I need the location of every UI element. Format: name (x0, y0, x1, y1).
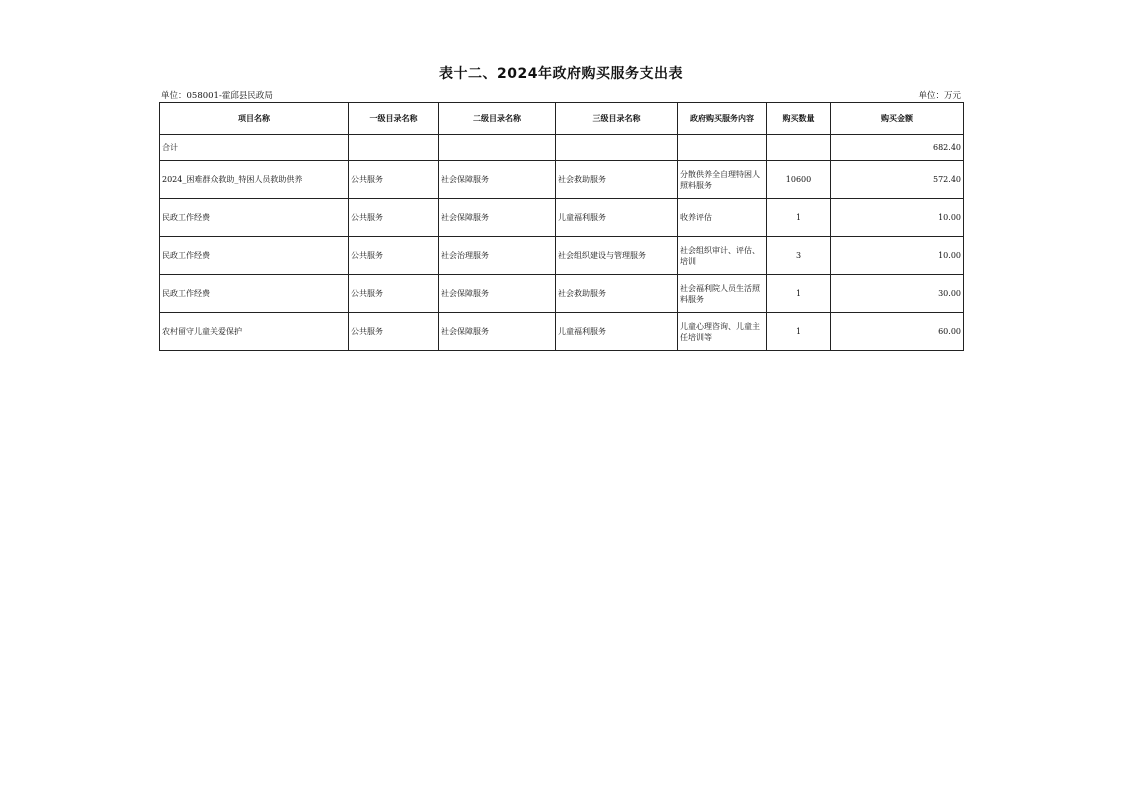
cell-level2: 社会保障服务 (439, 313, 556, 351)
cell-level2: 社会保障服务 (439, 161, 556, 199)
empty-cell (439, 135, 556, 161)
header-service-content: 政府购买服务内容 (678, 103, 767, 135)
header-quantity: 购买数量 (767, 103, 831, 135)
table-row (160, 161, 964, 199)
table-total-row (160, 135, 964, 161)
empty-cell (556, 135, 678, 161)
cell-amount: 572.40 (831, 161, 964, 199)
cell-amount: 10.00 (831, 237, 964, 275)
cell-level1: 公共服务 (349, 313, 439, 351)
cell-amount: 30.00 (831, 275, 964, 313)
cell-project: 2024_困难群众救助_特困人员救助供养 (160, 161, 349, 199)
cell-project: 民政工作经费 (160, 275, 349, 313)
cell-level3: 儿童福利服务 (556, 199, 678, 237)
cell-level1: 公共服务 (349, 237, 439, 275)
cell-project: 农村留守儿童关爱保护 (160, 313, 349, 351)
cell-level2: 社会治理服务 (439, 237, 556, 275)
header-level1: 一级目录名称 (349, 103, 439, 135)
cell-content: 儿童心理咨询、儿童主任培训等 (678, 313, 767, 351)
cell-quantity: 1 (767, 275, 831, 313)
cell-level2: 社会保障服务 (439, 275, 556, 313)
header-level2: 二级目录名称 (439, 103, 556, 135)
total-amount: 682.40 (831, 135, 964, 161)
cell-content: 收养评估 (678, 199, 767, 237)
cell-project: 民政工作经费 (160, 199, 349, 237)
expenditure-table (159, 102, 964, 351)
cell-amount: 60.00 (831, 313, 964, 351)
cell-quantity: 3 (767, 237, 831, 275)
cell-amount: 10.00 (831, 199, 964, 237)
unit-label-currency: 单位：万元 (918, 91, 961, 101)
header-amount: 购买金额 (831, 103, 964, 135)
empty-cell (349, 135, 439, 161)
cell-level3: 社会救助服务 (556, 161, 678, 199)
empty-cell (678, 135, 767, 161)
cell-level1: 公共服务 (349, 275, 439, 313)
page-title: 表十二、2024年政府购买服务支出表 (439, 66, 683, 82)
header-project-name: 项目名称 (160, 103, 349, 135)
table-header-row (160, 103, 964, 135)
cell-level3: 儿童福利服务 (556, 313, 678, 351)
cell-quantity: 10600 (767, 161, 831, 199)
cell-project: 民政工作经费 (160, 237, 349, 275)
cell-quantity: 1 (767, 199, 831, 237)
cell-level1: 公共服务 (349, 161, 439, 199)
cell-level1: 公共服务 (349, 199, 439, 237)
cell-level3: 社会组织建设与管理服务 (556, 237, 678, 275)
table-row (160, 237, 964, 275)
unit-label-department: 单位：058001-霍邱县民政局 (161, 91, 273, 101)
table-row (160, 199, 964, 237)
cell-content: 分散供养全自理特困人照料服务 (678, 161, 767, 199)
total-label: 合计 (160, 135, 349, 161)
header-level3: 三级目录名称 (556, 103, 678, 135)
cell-level2: 社会保障服务 (439, 199, 556, 237)
table-row (160, 313, 964, 351)
cell-content: 社会福利院人员生活照料服务 (678, 275, 767, 313)
empty-cell (767, 135, 831, 161)
cell-content: 社会组织审计、评估、培训 (678, 237, 767, 275)
cell-quantity: 1 (767, 313, 831, 351)
cell-level3: 社会救助服务 (556, 275, 678, 313)
table-row (160, 275, 964, 313)
